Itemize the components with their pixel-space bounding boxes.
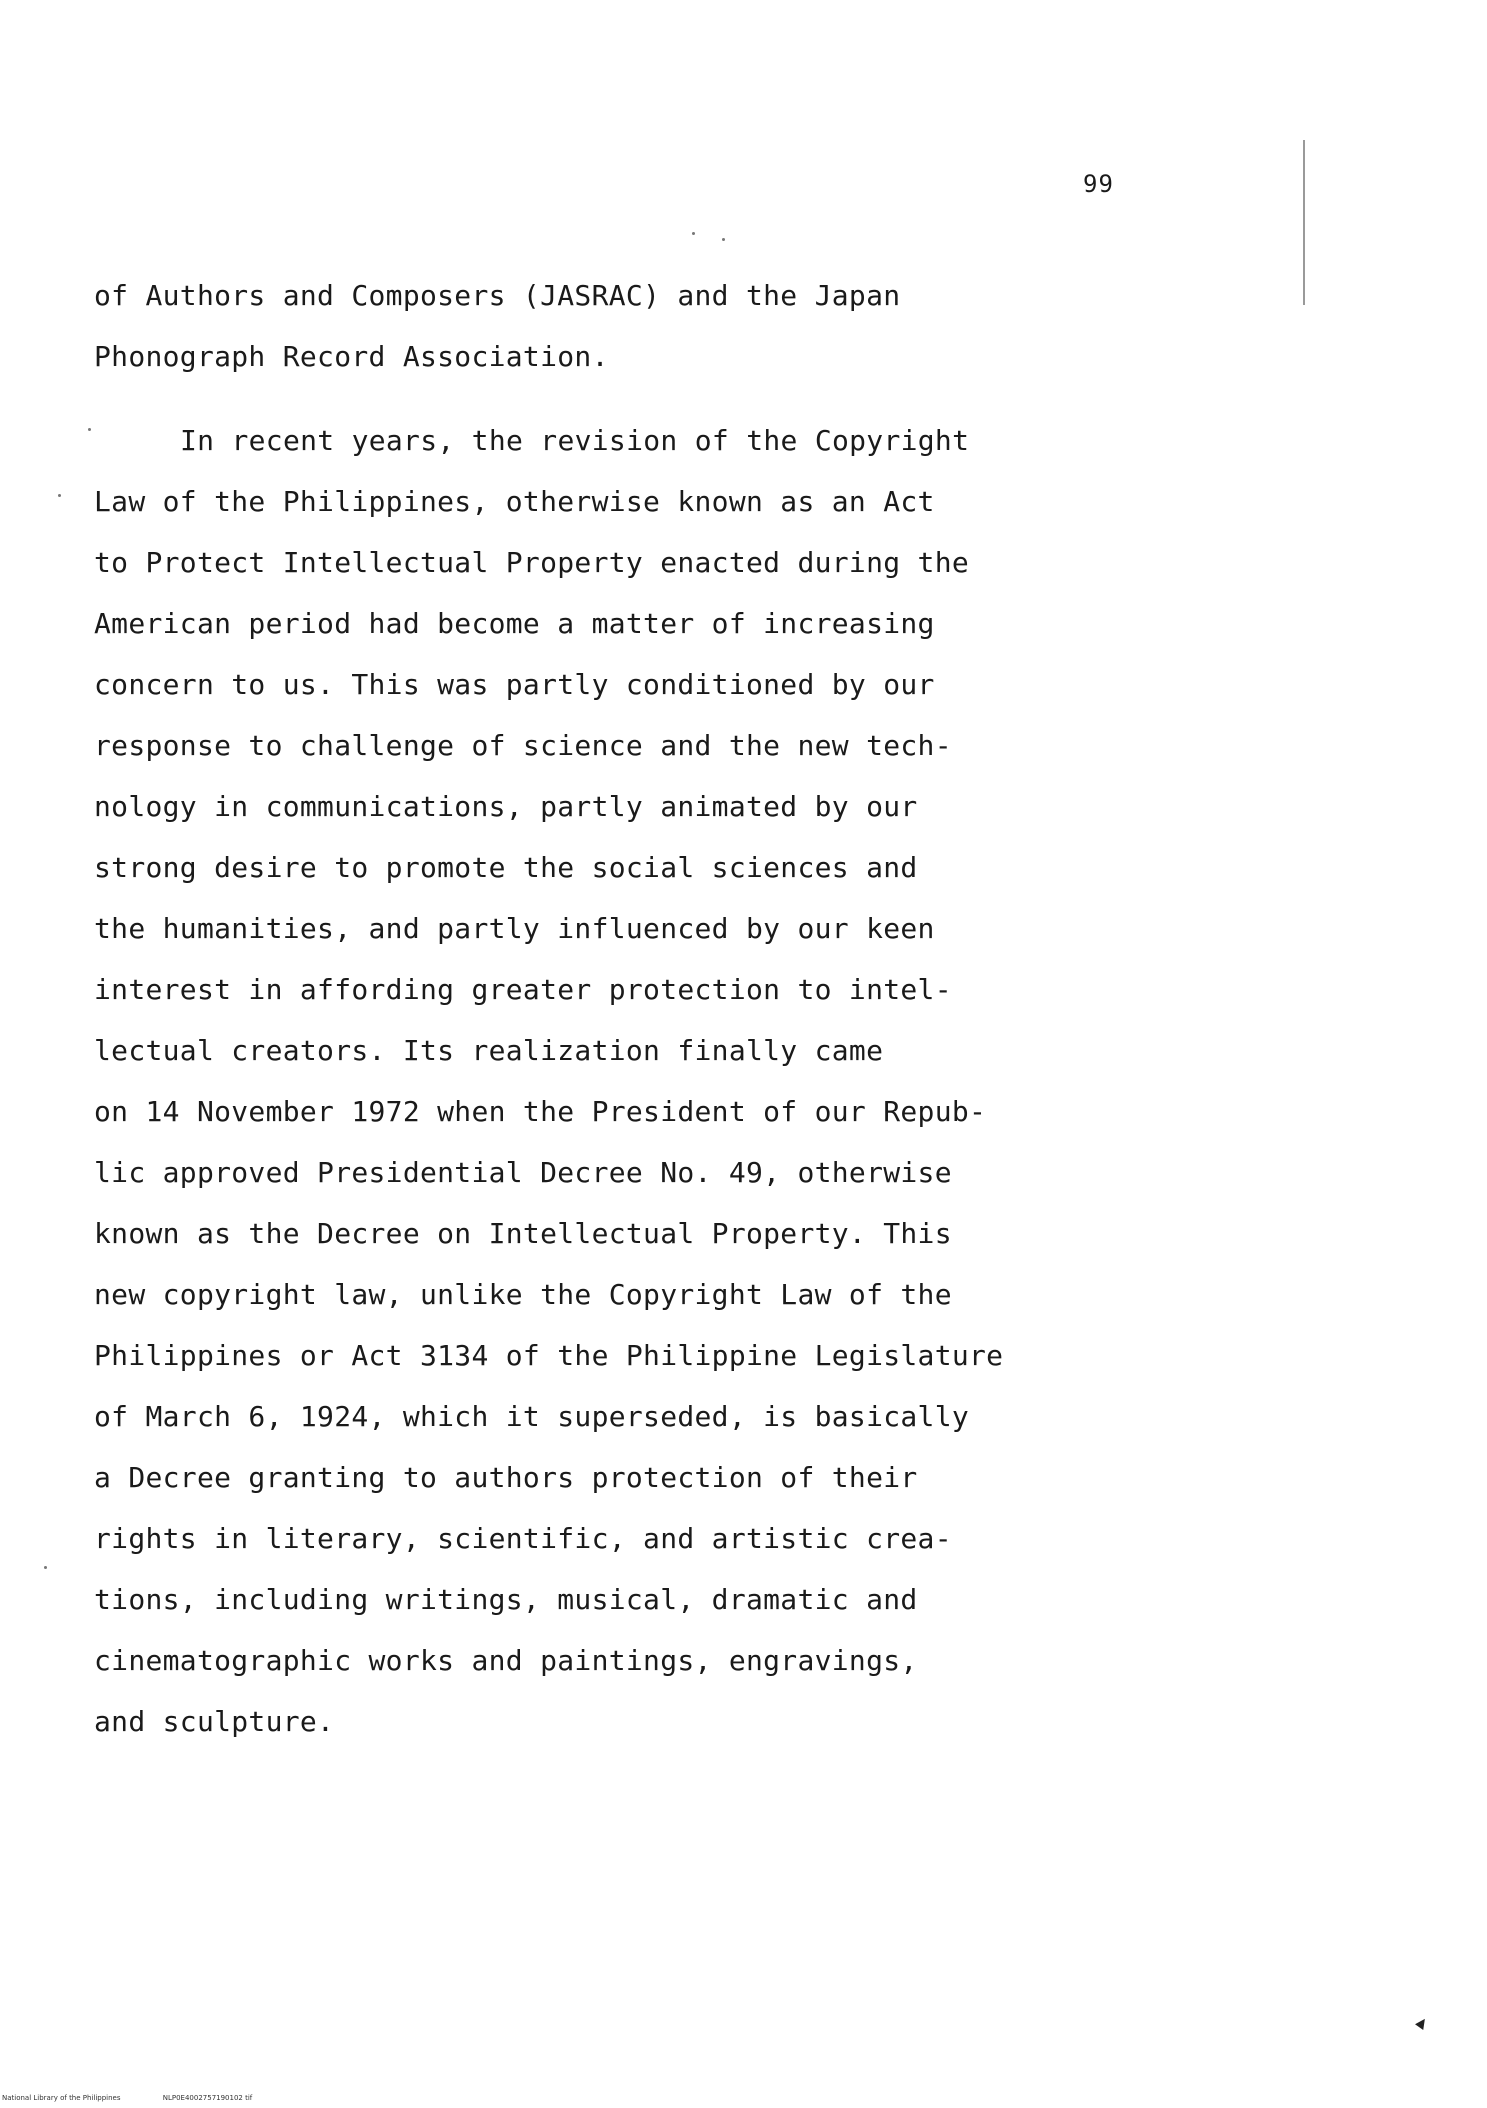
text-line: response to challenge of science and the new tech- bbox=[94, 729, 952, 762]
text-line: known as the Decree on Intellectual Property. This bbox=[94, 1217, 952, 1250]
text-line: Phonograph Record Association. bbox=[94, 340, 609, 373]
text-line: of March 6, 1924, which it superseded, is basically bbox=[94, 1400, 970, 1433]
text-line: the humanities, and partly influenced by our keen bbox=[94, 912, 935, 945]
margin-rule bbox=[1303, 140, 1305, 305]
text-line: on 14 November 1972 when the President of our Repub- bbox=[94, 1095, 987, 1128]
text-line: new copyright law, unlike the Copyright Law of the bbox=[94, 1278, 952, 1311]
text-line: lectual creators. Its realization finally came bbox=[94, 1034, 884, 1067]
text-line: cinematographic works and paintings, engravings, bbox=[94, 1644, 918, 1677]
scan-speck bbox=[722, 238, 725, 241]
text-line: American period had become a matter of increasing bbox=[94, 607, 935, 640]
paragraph bbox=[94, 265, 1094, 387]
text-line: In recent years, the revision of the Copyright bbox=[180, 424, 970, 457]
text-line: nology in communications, partly animated by our bbox=[94, 790, 918, 823]
text-line: to Protect Intellectual Property enacted during the bbox=[94, 546, 970, 579]
scan-speck bbox=[692, 232, 695, 235]
body-text bbox=[94, 265, 1094, 1752]
page-number: 99 bbox=[1083, 170, 1114, 198]
scan-speck bbox=[88, 428, 91, 431]
text-line: a Decree granting to authors protection of their bbox=[94, 1461, 918, 1494]
paragraph bbox=[94, 410, 1094, 1752]
scan-speck bbox=[44, 1566, 47, 1569]
text-line: Philippines or Act 3134 of the Philippine Legislature bbox=[94, 1339, 1004, 1372]
text-line: strong desire to promote the social sciences and bbox=[94, 851, 918, 884]
text-line: rights in literary, scientific, and artistic crea- bbox=[94, 1522, 952, 1555]
scan-footer bbox=[2, 2094, 292, 2102]
footer-library: National Library of the Philippines bbox=[2, 2094, 121, 2102]
text-line: lic approved Presidential Decree No. 49, otherwise bbox=[94, 1156, 952, 1189]
text-line: tions, including writings, musical, dramatic and bbox=[94, 1583, 918, 1616]
text-line: interest in affording greater protection to intel- bbox=[94, 973, 952, 1006]
text-line: of Authors and Composers (JASRAC) and the Japan bbox=[94, 279, 901, 312]
corner-mark bbox=[1415, 2016, 1429, 2030]
text-line: concern to us. This was partly conditioned by our bbox=[94, 668, 935, 701]
scan-speck bbox=[58, 494, 61, 497]
paragraph-gap bbox=[94, 387, 1094, 410]
text-line: and sculpture. bbox=[94, 1705, 335, 1738]
text-line: Law of the Philippines, otherwise known as an Act bbox=[94, 485, 935, 518]
footer-code: NLP0E4002757190102 tif bbox=[162, 2094, 253, 2102]
